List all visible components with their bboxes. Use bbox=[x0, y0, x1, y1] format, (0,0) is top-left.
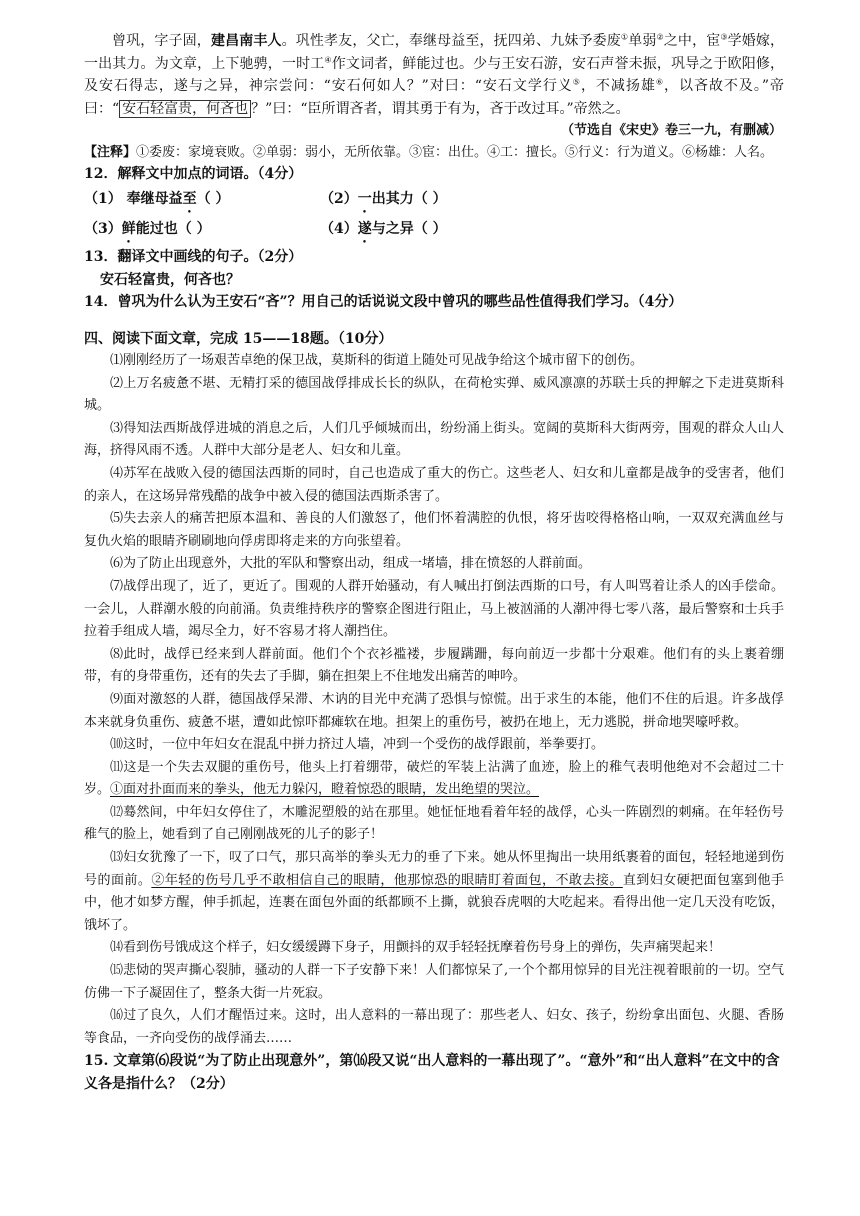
article-paragraph-11 bbox=[84, 757, 784, 802]
item-text: （1） 奉继母益 bbox=[84, 191, 183, 207]
question-12-item-4 bbox=[320, 216, 447, 246]
passage-text: 学婚嫁，一出其力。为文章，上下驰骋，一时工 bbox=[84, 33, 785, 72]
passage-text: 。巩性孝友，父亡，奉继母益至，抚四弟、九妹予委废 bbox=[281, 33, 621, 49]
article-paragraph-8: ⑻此时，战俘已经来到人群前面。他们个个衣衫褴褛，步履蹒跚，每向前迈一步都十分艰难。他们有的头上裹着绷带，有的身带重伤，还有的失去了手脚，躺在担架上不住地发出痛苦的呻吟。 bbox=[84, 646, 784, 685]
passage-zeng-gong bbox=[84, 30, 784, 120]
question-14-title: 14．曾巩为什么认为王安石“吝”？用自己的话说说文段中曾巩的哪些品性值得我们学习。（4分） bbox=[84, 294, 683, 310]
dotted-word: 一 bbox=[357, 191, 372, 207]
article-paragraph-5: ⑸失去亲人的痛苦把原本温和、善良的人们激怒了，他们怀着满腔的仇恨，将牙齿咬得格格山响，一双双充满血丝与复仇火焰的眼睛齐刷刷地向俘虏即将走来的方向张望着。 bbox=[84, 511, 784, 549]
answer-blank: 与之异（ ） bbox=[371, 221, 447, 237]
paragraph-text: ⑾这是一个失去双腿的重伤号，他头上打着绷带，破烂的军装上沾满了血迹，脸上的稚气表明他绝对不会超过二十岁。 bbox=[84, 759, 784, 798]
article-paragraph-15: ⒂悲恸的哭声撕心裂肺，骚动的人群一下子安静下来！人们都惊呆了,一个个都用惊异的目光注视着眼前的一切。空气仿佛一下子凝固住了，整条大街一片死寂。 bbox=[84, 963, 784, 1001]
marked-sentence: 安石轻富贵，何吝也 bbox=[119, 100, 251, 118]
question-15-title: 15. 文章第⑹段说“为了防止出现意外”，第⒃段又说“出人意料的一幕出现了”。“意外”和“出人意料”在文中的含义各是指什么？（2分） bbox=[84, 1053, 780, 1093]
answer-blank: （ ） bbox=[196, 191, 230, 207]
article-paragraph-16: ⒃过了良久，人们才醒悟过来。这时，出人意料的一幕出现了：那些老人、妇女、孩子，纷纷拿出面包、火腿、香肠等食品，一齐向受伤的战俘涌去…… bbox=[84, 1008, 784, 1046]
question-12-title: 12．解释文中加点的词语。（4分） bbox=[84, 166, 303, 182]
question-12-row-1 bbox=[84, 186, 784, 216]
passage-text: 曾巩，字子固， bbox=[112, 33, 211, 49]
footnote-mark: ③ bbox=[720, 32, 728, 42]
answer-blank: 能过也（ ） bbox=[135, 221, 211, 237]
footnote-mark: ④ bbox=[324, 54, 332, 64]
passage-text: 单弱 bbox=[628, 33, 657, 49]
section-4-title: 四、阅读下面文章，完成 15——18题。（10分） bbox=[84, 331, 393, 347]
item-text: （2） bbox=[320, 191, 358, 207]
article-paragraph-6: ⑹为了防止出现意外，大批的军队和警察出动，组成一堵墙，排在愤怒的人群前面。 bbox=[110, 556, 592, 572]
passage-text: 作文词者，鲜能过也。少与王安石游，安石声誉未振，巩导之于欧阳修，及安石得志，遂与之异，神宗尝问：“安石何如人？”对曰：“安石文学行义 bbox=[84, 55, 785, 94]
passage-source: （节选自《宋史》卷三一九，有删减） bbox=[560, 123, 782, 138]
footnote-mark: ② bbox=[656, 32, 664, 42]
annotation-label: 【注释】 bbox=[84, 145, 137, 160]
article-paragraph-12: ⑿蓦然间，中年妇女停住了，木雕泥塑般的站在那里。她怔怔地看着年轻的战俘，心头一阵剧烈的刺痛。在年轻伤号稚气的脸上，她看到了自己刚刚战死的儿子的影子！ bbox=[84, 804, 784, 843]
passage-text: ，以吝故不及。”帝曰：“ bbox=[84, 78, 784, 117]
annotation-text: ①委废：家境衰败。②单弱：弱小，无所依靠。③宦：出仕。④工：擅长。⑤行义：行为道义。⑥杨雄：人名。 bbox=[136, 145, 774, 160]
item-text: （3） bbox=[84, 221, 122, 237]
paragraph-text: ⒀妇女犹豫了一下，叹了口气，那只高举的拳头无力的垂了下来。她从怀里掏出一块用纸裹着的面包，轻轻地递到伤号的面前。 bbox=[84, 850, 784, 888]
footnote-mark: ⑤ bbox=[572, 77, 581, 87]
passage-text: ？”曰：“臣所谓吝者，谓其勇于有为，吝于改过耳。”帝然之。 bbox=[251, 100, 630, 117]
article-paragraph-3: ⑶得知法西斯战俘进城的消息之后，人们几乎倾城而出，纷纷涌上街头。宽阔的莫斯科大街两旁，围观的群众人山人海，挤得风雨不透。人群中大部分是老人、妇女和儿童。 bbox=[84, 420, 784, 459]
article-paragraph-2: ⑵上万名疲惫不堪、无精打采的德国战俘排成长长的纵队，在荷枪实弹、威风凛凛的苏联士兵的押解之下走进莫斯科城。 bbox=[84, 375, 784, 414]
article-paragraph-7: ⑺战俘出现了，近了，更近了。围观的人群开始骚动，有人喊出打倒法西斯的口号，有人叫骂着让杀人的凶手偿命。一会儿，人群潮水般的向前涌。负责维持秩序的警察企图进行阻止，马上被汹涌的人潮冲得七零八落，最后警察和士兵手拉着手组成人墙，竭尽全力，好不容易才将人潮挡住。 bbox=[84, 578, 784, 640]
dotted-word: 至 bbox=[182, 191, 197, 207]
exam-page bbox=[84, 30, 784, 1096]
passage-text: 之中，宦 bbox=[663, 33, 721, 49]
footnote-mark: ⑥ bbox=[655, 77, 664, 87]
article-paragraph-14: ⒁看到伤号饿成这个样子，妇女缓缓蹲下身子，用颤抖的双手轻轻抚摩着伤号身上的弹伤，失声痛哭起来！ bbox=[110, 940, 722, 956]
passage-text: ，不减扬雄 bbox=[580, 78, 656, 94]
footnote-mark: ① bbox=[620, 32, 629, 42]
annotation bbox=[84, 142, 784, 163]
item-text: （4） bbox=[320, 221, 358, 237]
underlined-sentence-1: ①面对扑面而来的拳头，他无力躲闪，瞪着惊恐的眼睛，发出绝望的哭泣。 bbox=[110, 782, 540, 798]
question-13-sentence: 安石轻富贵，何吝也？ bbox=[100, 272, 240, 288]
dotted-word: 鲜 bbox=[121, 221, 136, 237]
question-12-item-2 bbox=[320, 186, 447, 216]
underlined-sentence-2: ②年轻的伤号几乎不敢相信自己的眼睛，他那惊恐的眼睛盯着面包，不敢去接。 bbox=[151, 872, 623, 888]
question-12-item-3 bbox=[84, 216, 320, 246]
article-paragraph-10: ⑽这时，一位中年妇女在混乱中拼力挤过人墙，冲到一个受伤的战俘跟前，举拳要打。 bbox=[110, 737, 605, 753]
question-13-title: 13．翻译文中画线的句子。（2分） bbox=[84, 249, 303, 265]
dotted-word: 遂 bbox=[357, 221, 372, 237]
answer-blank: 出其力（ ） bbox=[371, 191, 447, 207]
question-12-item-1 bbox=[84, 186, 320, 216]
passage-text-bold: 建昌南丰人 bbox=[210, 33, 282, 49]
article-paragraph-9: ⑼面对激怒的人群，德国战俘呆滞、木讷的目光中充满了恐惧与惊慌。出于求生的本能，他们不住的后退。许多战俘本来就身负重伤、疲惫不堪，遭如此惊吓都瘫软在地。担架上的重伤号，被扔在地上，无力逃脱，拼命地哭嚎呼救。 bbox=[84, 691, 784, 730]
question-12-row-2 bbox=[84, 216, 784, 246]
article-paragraph-1: ⑴刚刚经历了一场艰苦卓绝的保卫战，莫斯科的街道上随处可见战争给这个城市留下的创伤。 bbox=[110, 353, 644, 368]
article-paragraph-13 bbox=[84, 847, 784, 937]
paragraph-text: 直到妇女硬把面包塞到他手中，他才如梦方醒，伸手抓起，连裹在面包外面的纸都顾不上撕，就狼吞虎咽的大吃起来。看得出他一定几天没有吃饭，饿坏了。 bbox=[84, 872, 784, 933]
article-paragraph-4: ⑷苏军在战败入侵的德国法西斯的同时，自己也造成了重大的伤亡。这些老人、妇女和儿童都是战争的受害者，他们的亲人，在这场异常残酷的战争中被入侵的德国法西斯杀害了。 bbox=[84, 465, 784, 504]
